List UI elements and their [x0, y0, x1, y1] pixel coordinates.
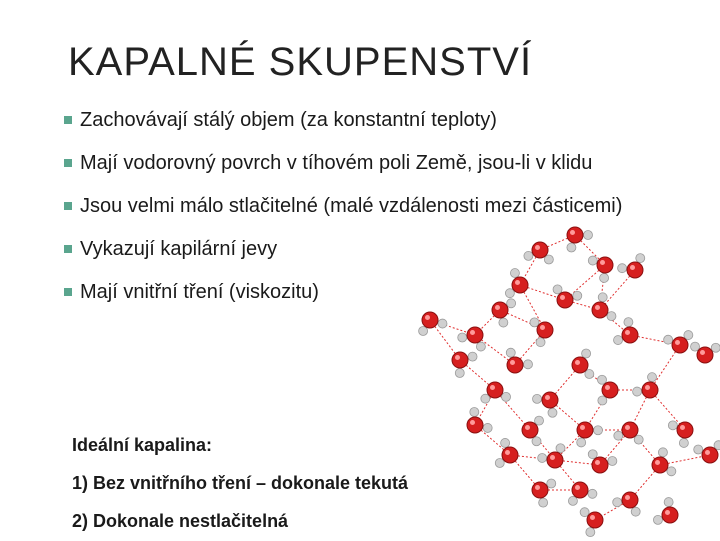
hydrogen-atom — [624, 318, 633, 327]
water-molecule — [568, 482, 597, 505]
hydrogen-atom — [648, 373, 657, 382]
water-molecule — [664, 331, 693, 353]
hydrogen-atom — [631, 507, 640, 516]
highlight — [675, 340, 680, 345]
highlight — [425, 315, 430, 320]
hydrogen-atom — [668, 421, 677, 430]
oxygen-atom — [532, 482, 548, 498]
highlight — [535, 245, 540, 250]
hydrogen-atom — [691, 342, 700, 351]
highlight — [505, 450, 510, 455]
highlight — [560, 295, 565, 300]
hydrogen-atom — [608, 456, 617, 465]
hydrogen-atom — [588, 450, 597, 459]
highlight — [495, 305, 500, 310]
hydrogen-atom — [588, 256, 597, 265]
oxygen-atom — [537, 322, 553, 338]
hydrogen-atom — [505, 289, 514, 298]
water-molecule — [567, 227, 593, 252]
water-molecule — [495, 438, 518, 467]
hydrogen-atom — [539, 498, 548, 507]
hydrogen-atom — [553, 285, 562, 294]
highlight — [625, 330, 630, 335]
oxygen-atom — [572, 482, 588, 498]
hydrogen-atom — [573, 291, 582, 300]
highlight — [700, 350, 705, 355]
water-molecule — [452, 352, 477, 377]
square-bullet-icon — [64, 202, 72, 210]
hydrogen-atom — [614, 336, 623, 345]
hydrogen-atom — [684, 331, 693, 340]
highlight — [655, 460, 660, 465]
highlight — [625, 425, 630, 430]
highlight — [525, 425, 530, 430]
oxygen-atom — [602, 382, 618, 398]
highlight — [575, 485, 580, 490]
highlight — [455, 355, 460, 360]
oxygen-atom — [587, 512, 603, 528]
square-bullet-icon — [64, 159, 72, 167]
water-molecule — [577, 422, 603, 447]
hydrogen-atom — [470, 408, 479, 417]
hydrogen-atom — [538, 453, 547, 462]
hydrogen-atom — [679, 438, 688, 447]
hydrogen-atom — [584, 231, 593, 240]
hydrogen-atom — [582, 349, 591, 358]
hydrogen-atom — [481, 394, 490, 403]
hydrogen-atom — [524, 251, 533, 260]
hydrogen-atom — [438, 319, 447, 328]
hydrogen-atom — [633, 387, 642, 396]
hydrogen-atom — [458, 333, 467, 342]
hydrogen-atom — [667, 467, 676, 476]
highlight — [470, 330, 475, 335]
hydrogen-atom — [634, 435, 643, 444]
oxygen-atom — [622, 327, 638, 343]
slide-title: KAPALNÉ SKUPENSTVÍ — [68, 40, 532, 85]
highlight — [605, 385, 610, 390]
oxygen-atom — [532, 242, 548, 258]
water-molecule — [613, 492, 641, 516]
square-bullet-icon — [64, 245, 72, 253]
oxygen-atom — [422, 312, 438, 328]
hydrogen-atom — [476, 342, 485, 351]
hydrogen-atom — [530, 318, 539, 327]
oxygen-atom — [452, 352, 468, 368]
ideal-heading: Ideální kapalina: — [72, 425, 408, 463]
hydrogen-atom — [585, 370, 594, 379]
hydrogen-atom — [501, 438, 510, 447]
hydrogen-atom — [658, 448, 667, 457]
oxygen-atom — [507, 357, 523, 373]
hydrogen-atom — [664, 498, 673, 507]
hydrogen-atom — [580, 508, 589, 517]
oxygen-atom — [512, 277, 528, 293]
hydrogen-atom — [568, 496, 577, 505]
water-molecule — [653, 498, 678, 525]
highlight — [550, 455, 555, 460]
ideal-item: 1) Bez vnitřního tření – dokonale tekutá — [72, 463, 408, 501]
highlight — [600, 260, 605, 265]
oxygen-atom — [502, 447, 518, 463]
water-molecule — [588, 256, 613, 282]
hydrogen-atom — [419, 327, 428, 336]
hydrogen-atom — [483, 423, 492, 432]
highlight — [575, 360, 580, 365]
oxygen-atom — [627, 262, 643, 278]
hydrogen-atom — [567, 243, 576, 252]
hydrogen-atom — [694, 445, 703, 454]
oxygen-atom — [592, 302, 608, 318]
highlight — [595, 460, 600, 465]
bullet-text: Mají vodorovný povrch v tíhovém poli Země, jsou-li v klidu — [80, 152, 592, 174]
hydrogen-atom — [507, 299, 516, 308]
water-molecule — [618, 254, 645, 278]
water-molecule — [419, 312, 447, 336]
highlight — [545, 395, 550, 400]
highlight — [470, 420, 475, 425]
hydrogen-atom — [535, 416, 544, 425]
oxygen-atom — [652, 457, 668, 473]
water-molecule — [538, 444, 565, 468]
highlight — [535, 485, 540, 490]
highlight — [580, 425, 585, 430]
water-molecule — [467, 408, 492, 433]
oxygen-atom — [547, 452, 563, 468]
hydrogen-atom — [664, 335, 673, 344]
hydrogen-atom — [544, 255, 553, 264]
hydrogen-atom — [711, 343, 720, 352]
highlight — [490, 385, 495, 390]
hydrogen-atom — [495, 459, 504, 468]
water-molecule — [533, 392, 558, 417]
hydrogen-atom — [536, 338, 545, 347]
water-molecule — [506, 348, 532, 373]
oxygen-atom — [467, 417, 483, 433]
hydrogen-atom — [510, 269, 519, 278]
hydrogen-atom — [653, 515, 662, 524]
oxygen-atom — [567, 227, 583, 243]
oxygen-atom — [642, 382, 658, 398]
water-molecule — [694, 441, 720, 463]
highlight — [705, 450, 710, 455]
water-molecule — [597, 375, 618, 405]
bullet-item — [64, 151, 664, 175]
water-molecule — [580, 508, 603, 537]
hydrogen-atom — [600, 273, 609, 282]
highlight — [570, 230, 575, 235]
water-molecule — [691, 342, 720, 363]
hydrogen-atom — [455, 368, 464, 377]
oxygen-atom — [697, 347, 713, 363]
hydrogen-atom — [548, 408, 557, 417]
hydrogen-atom — [502, 392, 511, 401]
water-molecule — [668, 421, 693, 448]
water-molecule — [614, 318, 638, 345]
water-molecule — [481, 382, 511, 403]
hydrogen-atom — [598, 293, 607, 302]
highlight — [515, 280, 520, 285]
highlight — [645, 385, 650, 390]
highlight — [595, 305, 600, 310]
hydrogen-atom — [614, 431, 623, 440]
hydrogen-atom — [636, 254, 645, 263]
water-molecule — [633, 373, 658, 398]
water-molecule — [614, 422, 643, 444]
oxygen-atom — [572, 357, 588, 373]
oxygen-atom — [622, 422, 638, 438]
water-molecule — [588, 450, 617, 473]
ideal-item: 2) Dokonale nestlačitelná — [72, 501, 408, 539]
bullet-text: Zachovávají stálý objem (za konstantní teploty) — [80, 109, 497, 131]
hydrogen-atom — [547, 479, 556, 488]
water-molecule — [553, 285, 582, 308]
hydrogen-atom — [506, 348, 515, 357]
water-molecule — [572, 349, 594, 379]
highlight — [625, 495, 630, 500]
bullet-item — [64, 108, 664, 132]
water-molecule — [652, 448, 676, 476]
oxygen-atom — [467, 327, 483, 343]
highlight — [665, 510, 670, 515]
hydrogen-atom — [556, 444, 565, 453]
oxygen-atom — [487, 382, 503, 398]
water-molecule — [524, 242, 553, 264]
hydrogen-atom — [597, 375, 606, 384]
oxygen-atom — [492, 302, 508, 318]
oxygen-atom — [592, 457, 608, 473]
oxygen-atom — [672, 337, 688, 353]
highlight — [590, 515, 595, 520]
hydrogen-atom — [613, 498, 622, 507]
bullet-text: Mají vnitřní tření (viskozitu) — [80, 281, 319, 303]
oxygen-atom — [557, 292, 573, 308]
hydrogen-atom — [532, 437, 541, 446]
oxygen-atom — [662, 507, 678, 523]
hydrogen-atom — [593, 426, 602, 435]
water-molecule — [522, 416, 544, 446]
oxygen-atom — [677, 422, 693, 438]
water-molecule — [592, 293, 616, 321]
oxygen-atom — [577, 422, 593, 438]
hydrogen-atom — [577, 438, 586, 447]
highlight — [680, 425, 685, 430]
hydrogen-atom — [607, 312, 616, 321]
hydrogen-atom — [523, 360, 532, 369]
oxygen-atom — [597, 257, 613, 273]
oxygen-atom — [522, 422, 538, 438]
oxygen-atom — [542, 392, 558, 408]
water-molecule — [530, 318, 553, 347]
bullet-text: Jsou velmi málo stlačitelné (malé vzdálenosti mezi částicemi) — [80, 195, 622, 217]
water-molecule — [492, 299, 516, 327]
hydrogen-atom — [598, 396, 607, 405]
oxygen-atom — [622, 492, 638, 508]
hydrogen-atom — [586, 528, 595, 537]
hydrogen-atom — [468, 352, 477, 361]
hydrogen-atom — [533, 394, 542, 403]
ideal-liquid-section — [72, 425, 408, 539]
hydrogen-atom — [618, 264, 627, 273]
water-molecules-illustration — [380, 215, 720, 540]
water-molecule — [532, 479, 556, 507]
highlight — [630, 265, 635, 270]
bullet-text: Vykazují kapilární jevy — [80, 238, 277, 260]
square-bullet-icon — [64, 288, 72, 296]
hydrogen-atom — [499, 318, 508, 327]
highlight — [510, 360, 515, 365]
oxygen-atom — [702, 447, 718, 463]
square-bullet-icon — [64, 116, 72, 124]
hydrogen-atom — [588, 489, 597, 498]
highlight — [540, 325, 545, 330]
